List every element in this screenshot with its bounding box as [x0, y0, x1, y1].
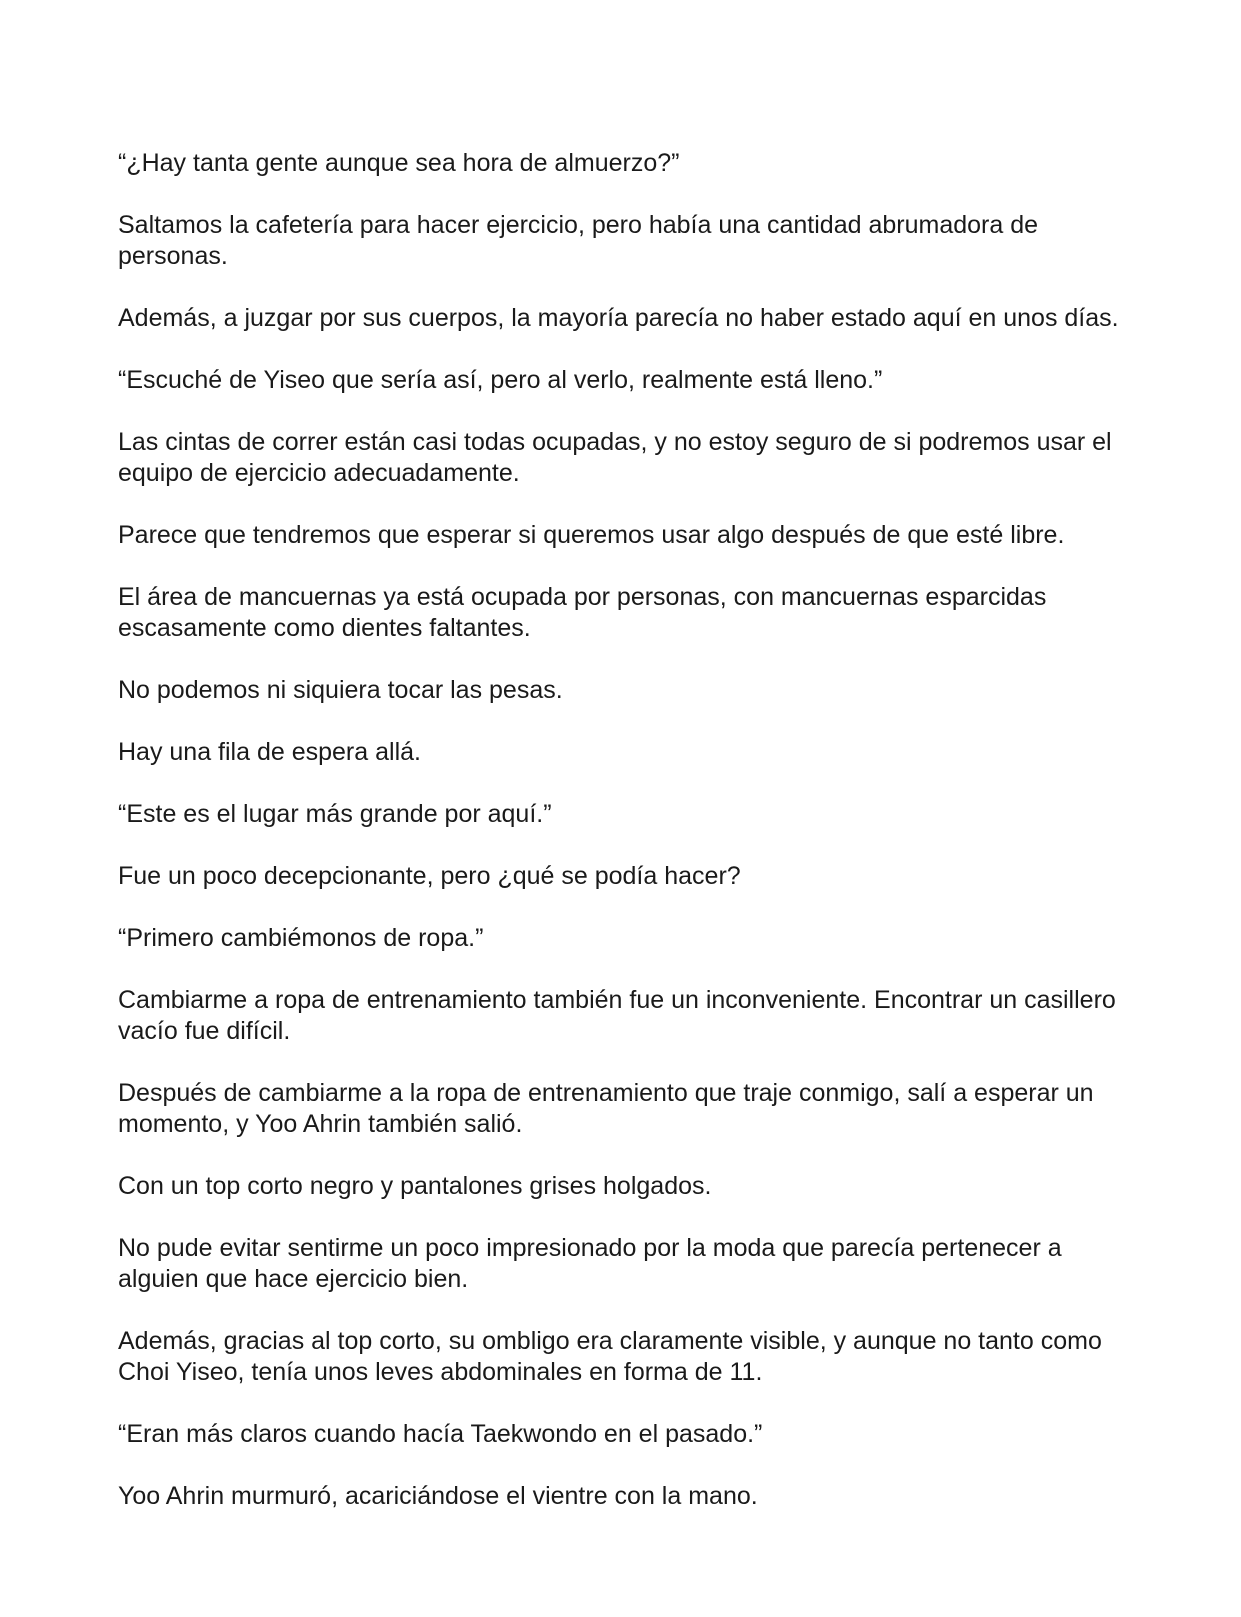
- paragraph: No pude evitar sentirme un poco impresionado por la moda que parecía pertenecer a alguien que hace ejercicio bien.: [118, 1234, 1062, 1293]
- paragraph: Saltamos la cafetería para hacer ejercicio, pero había una cantidad abrumadora de personas.: [118, 211, 1039, 270]
- paragraph: El área de mancuernas ya está ocupada por personas, con mancuernas esparcidas escasamente como dientes faltantes.: [118, 583, 1047, 642]
- paragraph: Cambiarme a ropa de entrenamiento también fue un inconveniente. Encontrar un casillero vacío fue difícil.: [118, 986, 1116, 1045]
- paragraph: Con un top corto negro y pantalones grises holgados.: [118, 1172, 712, 1200]
- paragraph: Las cintas de correr están casi todas ocupadas, y no estoy seguro de si podremos usar el equipo de ejercicio adecuadamente.: [118, 428, 1112, 487]
- paragraph: Además, gracias al top corto, su ombligo era claramente visible, y aunque no tanto como Choi Yiseo, tenía unos leves abdominales en forma de 11.: [118, 1327, 1102, 1386]
- paragraph: Parece que tendremos que esperar si queremos usar algo después de que esté libre.: [118, 521, 1065, 549]
- paragraph: “Primero cambiémonos de ropa.”: [118, 924, 484, 952]
- document-body: [118, 148, 1128, 1543]
- paragraph: Yoo Ahrin murmuró, acariciándose el vientre con la mano.: [118, 1482, 758, 1510]
- paragraph: Hay una fila de espera allá.: [118, 738, 421, 766]
- paragraph: “Eran más claros cuando hacía Taekwondo en el pasado.”: [118, 1420, 763, 1448]
- paragraph: Después de cambiarme a la ropa de entrenamiento que traje conmigo, salí a esperar un momento, y Yoo Ahrin también salió.: [118, 1079, 1094, 1138]
- paragraph: “Escuché de Yiseo que sería así, pero al verlo, realmente está lleno.”: [118, 366, 883, 394]
- paragraph: “¿Hay tanta gente aunque sea hora de almuerzo?”: [118, 149, 680, 177]
- paragraph: “Este es el lugar más grande por aquí.”: [118, 800, 552, 828]
- paragraph: Fue un poco decepcionante, pero ¿qué se podía hacer?: [118, 862, 741, 890]
- paragraph: No podemos ni siquiera tocar las pesas.: [118, 676, 563, 704]
- paragraph: Además, a juzgar por sus cuerpos, la mayoría parecía no haber estado aquí en unos días.: [118, 304, 1119, 332]
